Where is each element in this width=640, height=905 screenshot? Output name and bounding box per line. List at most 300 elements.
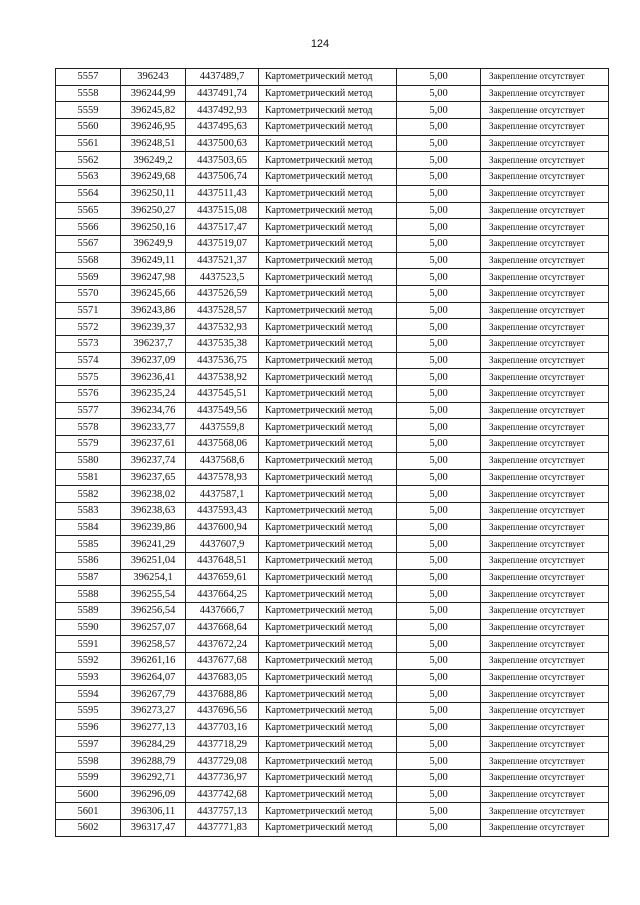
- fixing-description-cell: Закрепление отсутствует: [481, 135, 609, 152]
- table-row: [56, 736, 609, 753]
- y-coordinate-cell: 4437517,47: [186, 219, 259, 236]
- x-coordinate-cell: 396292,71: [121, 769, 186, 786]
- table-row: [56, 85, 609, 102]
- table-row: [56, 619, 609, 636]
- fixing-description-cell: Закрепление отсутствует: [481, 235, 609, 252]
- table-row: [56, 102, 609, 119]
- y-coordinate-cell: 4437757,13: [186, 803, 259, 820]
- table-row: [56, 319, 609, 336]
- y-coordinate-cell: 4437515,08: [186, 202, 259, 219]
- table-row: [56, 302, 609, 319]
- x-coordinate-cell: 396306,11: [121, 803, 186, 820]
- y-coordinate-cell: 4437587,1: [186, 486, 259, 503]
- method-cell: Картометрический метод: [259, 686, 397, 703]
- fixing-description-cell: Закрепление отсутствует: [481, 753, 609, 770]
- method-cell: Картометрический метод: [259, 436, 397, 453]
- point-number-cell: 5592: [56, 653, 121, 670]
- accuracy-cell: 5,00: [397, 419, 481, 436]
- coordinates-table-body: [56, 69, 609, 837]
- method-cell: Картометрический метод: [259, 202, 397, 219]
- x-coordinate-cell: 396239,37: [121, 319, 186, 336]
- fixing-description-cell: Закрепление отсутствует: [481, 703, 609, 720]
- x-coordinate-cell: 396296,09: [121, 786, 186, 803]
- fixing-description-cell: Закрепление отсутствует: [481, 169, 609, 186]
- accuracy-cell: 5,00: [397, 519, 481, 536]
- x-coordinate-cell: 396284,29: [121, 736, 186, 753]
- x-coordinate-cell: 396261,16: [121, 653, 186, 670]
- fixing-description-cell: Закрепление отсутствует: [481, 552, 609, 569]
- point-number-cell: 5572: [56, 319, 121, 336]
- accuracy-cell: 5,00: [397, 152, 481, 169]
- y-coordinate-cell: 4437568,6: [186, 452, 259, 469]
- y-coordinate-cell: 4437672,24: [186, 636, 259, 653]
- point-number-cell: 5583: [56, 502, 121, 519]
- method-cell: Картометрический метод: [259, 235, 397, 252]
- accuracy-cell: 5,00: [397, 736, 481, 753]
- y-coordinate-cell: 4437688,86: [186, 686, 259, 703]
- method-cell: Картометрический метод: [259, 669, 397, 686]
- method-cell: Картометрический метод: [259, 536, 397, 553]
- y-coordinate-cell: 4437549,56: [186, 402, 259, 419]
- y-coordinate-cell: 4437607,9: [186, 536, 259, 553]
- point-number-cell: 5560: [56, 119, 121, 136]
- table-row: [56, 753, 609, 770]
- fixing-description-cell: Закрепление отсутствует: [481, 436, 609, 453]
- point-number-cell: 5568: [56, 252, 121, 269]
- x-coordinate-cell: 396317,47: [121, 819, 186, 836]
- point-number-cell: 5567: [56, 235, 121, 252]
- accuracy-cell: 5,00: [397, 469, 481, 486]
- y-coordinate-cell: 4437526,59: [186, 285, 259, 302]
- fixing-description-cell: Закрепление отсутствует: [481, 819, 609, 836]
- y-coordinate-cell: 4437771,83: [186, 819, 259, 836]
- x-coordinate-cell: 396250,27: [121, 202, 186, 219]
- fixing-description-cell: Закрепление отсутствует: [481, 252, 609, 269]
- x-coordinate-cell: 396250,11: [121, 185, 186, 202]
- y-coordinate-cell: 4437495,63: [186, 119, 259, 136]
- table-row: [56, 235, 609, 252]
- accuracy-cell: 5,00: [397, 85, 481, 102]
- fixing-description-cell: Закрепление отсутствует: [481, 769, 609, 786]
- method-cell: Картометрический метод: [259, 486, 397, 503]
- accuracy-cell: 5,00: [397, 619, 481, 636]
- table-row: [56, 603, 609, 620]
- x-coordinate-cell: 396233,77: [121, 419, 186, 436]
- fixing-description-cell: Закрепление отсутствует: [481, 519, 609, 536]
- table-row: [56, 569, 609, 586]
- accuracy-cell: 5,00: [397, 69, 481, 86]
- method-cell: Картометрический метод: [259, 452, 397, 469]
- table-row: [56, 819, 609, 836]
- y-coordinate-cell: 4437648,51: [186, 552, 259, 569]
- point-number-cell: 5578: [56, 419, 121, 436]
- table-row: [56, 586, 609, 603]
- point-number-cell: 5566: [56, 219, 121, 236]
- accuracy-cell: 5,00: [397, 252, 481, 269]
- x-coordinate-cell: 396258,57: [121, 636, 186, 653]
- table-row: [56, 536, 609, 553]
- accuracy-cell: 5,00: [397, 219, 481, 236]
- table-row: [56, 502, 609, 519]
- accuracy-cell: 5,00: [397, 185, 481, 202]
- point-number-cell: 5596: [56, 719, 121, 736]
- method-cell: Картометрический метод: [259, 119, 397, 136]
- y-coordinate-cell: 4437503,65: [186, 152, 259, 169]
- point-number-cell: 5584: [56, 519, 121, 536]
- x-coordinate-cell: 396288,79: [121, 753, 186, 770]
- method-cell: Картометрический метод: [259, 803, 397, 820]
- method-cell: Картометрический метод: [259, 502, 397, 519]
- fixing-description-cell: Закрепление отсутствует: [481, 85, 609, 102]
- point-number-cell: 5563: [56, 169, 121, 186]
- y-coordinate-cell: 4437506,74: [186, 169, 259, 186]
- table-row: [56, 436, 609, 453]
- accuracy-cell: 5,00: [397, 319, 481, 336]
- table-row: [56, 686, 609, 703]
- fixing-description-cell: Закрепление отсутствует: [481, 269, 609, 286]
- x-coordinate-cell: 396236,41: [121, 369, 186, 386]
- y-coordinate-cell: 4437491,74: [186, 85, 259, 102]
- table-row: [56, 269, 609, 286]
- y-coordinate-cell: 4437532,93: [186, 319, 259, 336]
- accuracy-cell: 5,00: [397, 452, 481, 469]
- accuracy-cell: 5,00: [397, 552, 481, 569]
- fixing-description-cell: Закрепление отсутствует: [481, 469, 609, 486]
- fixing-description-cell: Закрепление отсутствует: [481, 352, 609, 369]
- fixing-description-cell: Закрепление отсутствует: [481, 803, 609, 820]
- point-number-cell: 5573: [56, 336, 121, 353]
- y-coordinate-cell: 4437718,29: [186, 736, 259, 753]
- method-cell: Картометрический метод: [259, 469, 397, 486]
- method-cell: Картометрический метод: [259, 519, 397, 536]
- fixing-description-cell: Закрепление отсутствует: [481, 419, 609, 436]
- y-coordinate-cell: 4437521,37: [186, 252, 259, 269]
- point-number-cell: 5564: [56, 185, 121, 202]
- fixing-description-cell: Закрепление отсутствует: [481, 219, 609, 236]
- y-coordinate-cell: 4437664,25: [186, 586, 259, 603]
- method-cell: Картометрический метод: [259, 586, 397, 603]
- table-row: [56, 803, 609, 820]
- accuracy-cell: 5,00: [397, 769, 481, 786]
- x-coordinate-cell: 396248,51: [121, 135, 186, 152]
- x-coordinate-cell: 396239,86: [121, 519, 186, 536]
- point-number-cell: 5588: [56, 586, 121, 603]
- accuracy-cell: 5,00: [397, 753, 481, 770]
- method-cell: Картометрический метод: [259, 302, 397, 319]
- y-coordinate-cell: 4437703,16: [186, 719, 259, 736]
- point-number-cell: 5575: [56, 369, 121, 386]
- accuracy-cell: 5,00: [397, 786, 481, 803]
- accuracy-cell: 5,00: [397, 803, 481, 820]
- point-number-cell: 5587: [56, 569, 121, 586]
- x-coordinate-cell: 396251,04: [121, 552, 186, 569]
- x-coordinate-cell: 396243: [121, 69, 186, 86]
- accuracy-cell: 5,00: [397, 102, 481, 119]
- accuracy-cell: 5,00: [397, 202, 481, 219]
- fixing-description-cell: Закрепление отсутствует: [481, 402, 609, 419]
- x-coordinate-cell: 396264,07: [121, 669, 186, 686]
- accuracy-cell: 5,00: [397, 369, 481, 386]
- table-row: [56, 152, 609, 169]
- x-coordinate-cell: 396277,13: [121, 719, 186, 736]
- accuracy-cell: 5,00: [397, 703, 481, 720]
- y-coordinate-cell: 4437511,43: [186, 185, 259, 202]
- point-number-cell: 5599: [56, 769, 121, 786]
- point-number-cell: 5577: [56, 402, 121, 419]
- point-number-cell: 5586: [56, 552, 121, 569]
- accuracy-cell: 5,00: [397, 819, 481, 836]
- point-number-cell: 5594: [56, 686, 121, 703]
- method-cell: Картометрический метод: [259, 135, 397, 152]
- coordinates-table: [55, 68, 609, 837]
- x-coordinate-cell: 396255,54: [121, 586, 186, 603]
- x-coordinate-cell: 396249,68: [121, 169, 186, 186]
- method-cell: Картометрический метод: [259, 102, 397, 119]
- accuracy-cell: 5,00: [397, 536, 481, 553]
- fixing-description-cell: Закрепление отсутствует: [481, 736, 609, 753]
- fixing-description-cell: Закрепление отсутствует: [481, 586, 609, 603]
- method-cell: Картометрический метод: [259, 386, 397, 403]
- accuracy-cell: 5,00: [397, 669, 481, 686]
- fixing-description-cell: Закрепление отсутствует: [481, 369, 609, 386]
- fixing-description-cell: Закрепление отсутствует: [481, 786, 609, 803]
- x-coordinate-cell: 396243,86: [121, 302, 186, 319]
- point-number-cell: 5589: [56, 603, 121, 620]
- table-row: [56, 452, 609, 469]
- table-row: [56, 169, 609, 186]
- point-number-cell: 5576: [56, 386, 121, 403]
- fixing-description-cell: Закрепление отсутствует: [481, 636, 609, 653]
- method-cell: Картометрический метод: [259, 402, 397, 419]
- fixing-description-cell: Закрепление отсутствует: [481, 619, 609, 636]
- table-row: [56, 419, 609, 436]
- x-coordinate-cell: 396249,9: [121, 235, 186, 252]
- accuracy-cell: 5,00: [397, 285, 481, 302]
- x-coordinate-cell: 396234,76: [121, 402, 186, 419]
- table-row: [56, 252, 609, 269]
- x-coordinate-cell: 396237,65: [121, 469, 186, 486]
- method-cell: Картометрический метод: [259, 736, 397, 753]
- table-row: [56, 386, 609, 403]
- point-number-cell: 5570: [56, 285, 121, 302]
- method-cell: Картометрический метод: [259, 85, 397, 102]
- x-coordinate-cell: 396245,66: [121, 285, 186, 302]
- accuracy-cell: 5,00: [397, 636, 481, 653]
- point-number-cell: 5602: [56, 819, 121, 836]
- y-coordinate-cell: 4437729,08: [186, 753, 259, 770]
- point-number-cell: 5590: [56, 619, 121, 636]
- table-row: [56, 285, 609, 302]
- fixing-description-cell: Закрепление отсутствует: [481, 102, 609, 119]
- table-row: [56, 486, 609, 503]
- fixing-description-cell: Закрепление отсутствует: [481, 653, 609, 670]
- method-cell: Картометрический метод: [259, 569, 397, 586]
- y-coordinate-cell: 4437696,56: [186, 703, 259, 720]
- fixing-description-cell: Закрепление отсутствует: [481, 569, 609, 586]
- x-coordinate-cell: 396237,7: [121, 336, 186, 353]
- x-coordinate-cell: 396237,61: [121, 436, 186, 453]
- fixing-description-cell: Закрепление отсутствует: [481, 719, 609, 736]
- y-coordinate-cell: 4437736,97: [186, 769, 259, 786]
- fixing-description-cell: Закрепление отсутствует: [481, 302, 609, 319]
- y-coordinate-cell: 4437593,43: [186, 502, 259, 519]
- x-coordinate-cell: 396237,74: [121, 452, 186, 469]
- accuracy-cell: 5,00: [397, 653, 481, 670]
- y-coordinate-cell: 4437742,68: [186, 786, 259, 803]
- accuracy-cell: 5,00: [397, 719, 481, 736]
- fixing-description-cell: Закрепление отсутствует: [481, 285, 609, 302]
- table-row: [56, 519, 609, 536]
- fixing-description-cell: Закрепление отсутствует: [481, 152, 609, 169]
- point-number-cell: 5579: [56, 436, 121, 453]
- y-coordinate-cell: 4437677,68: [186, 653, 259, 670]
- point-number-cell: 5598: [56, 753, 121, 770]
- x-coordinate-cell: 396241,29: [121, 536, 186, 553]
- point-number-cell: 5585: [56, 536, 121, 553]
- x-coordinate-cell: 396244,99: [121, 85, 186, 102]
- accuracy-cell: 5,00: [397, 352, 481, 369]
- y-coordinate-cell: 4437683,05: [186, 669, 259, 686]
- point-number-cell: 5591: [56, 636, 121, 653]
- method-cell: Картометрический метод: [259, 69, 397, 86]
- y-coordinate-cell: 4437578,93: [186, 469, 259, 486]
- method-cell: Картометрический метод: [259, 619, 397, 636]
- method-cell: Картометрический метод: [259, 152, 397, 169]
- table-row: [56, 769, 609, 786]
- fixing-description-cell: Закрепление отсутствует: [481, 603, 609, 620]
- table-row: [56, 786, 609, 803]
- fixing-description-cell: Закрепление отсутствует: [481, 336, 609, 353]
- method-cell: Картометрический метод: [259, 285, 397, 302]
- fixing-description-cell: Закрепление отсутствует: [481, 386, 609, 403]
- x-coordinate-cell: 396238,63: [121, 502, 186, 519]
- y-coordinate-cell: 4437489,7: [186, 69, 259, 86]
- y-coordinate-cell: 4437528,57: [186, 302, 259, 319]
- x-coordinate-cell: 396235,24: [121, 386, 186, 403]
- point-number-cell: 5595: [56, 703, 121, 720]
- y-coordinate-cell: 4437500,63: [186, 135, 259, 152]
- y-coordinate-cell: 4437568,06: [186, 436, 259, 453]
- y-coordinate-cell: 4437668,64: [186, 619, 259, 636]
- table-row: [56, 636, 609, 653]
- point-number-cell: 5597: [56, 736, 121, 753]
- point-number-cell: 5582: [56, 486, 121, 503]
- point-number-cell: 5601: [56, 803, 121, 820]
- method-cell: Картометрический метод: [259, 552, 397, 569]
- point-number-cell: 5558: [56, 85, 121, 102]
- accuracy-cell: 5,00: [397, 135, 481, 152]
- y-coordinate-cell: 4437535,38: [186, 336, 259, 353]
- fixing-description-cell: Закрепление отсутствует: [481, 686, 609, 703]
- method-cell: Картометрический метод: [259, 185, 397, 202]
- method-cell: Картометрический метод: [259, 769, 397, 786]
- fixing-description-cell: Закрепление отсутствует: [481, 536, 609, 553]
- page-number: 124: [310, 38, 330, 50]
- accuracy-cell: 5,00: [397, 603, 481, 620]
- method-cell: Картометрический метод: [259, 269, 397, 286]
- method-cell: Картометрический метод: [259, 603, 397, 620]
- x-coordinate-cell: 396246,95: [121, 119, 186, 136]
- x-coordinate-cell: 396249,11: [121, 252, 186, 269]
- accuracy-cell: 5,00: [397, 169, 481, 186]
- y-coordinate-cell: 4437519,07: [186, 235, 259, 252]
- table-row: [56, 552, 609, 569]
- fixing-description-cell: Закрепление отсутствует: [481, 452, 609, 469]
- fixing-description-cell: Закрепление отсутствует: [481, 669, 609, 686]
- x-coordinate-cell: 396267,79: [121, 686, 186, 703]
- point-number-cell: 5580: [56, 452, 121, 469]
- x-coordinate-cell: 396257,07: [121, 619, 186, 636]
- table-row: [56, 469, 609, 486]
- method-cell: Картометрический метод: [259, 219, 397, 236]
- point-number-cell: 5593: [56, 669, 121, 686]
- fixing-description-cell: Закрепление отсутствует: [481, 69, 609, 86]
- method-cell: Картометрический метод: [259, 169, 397, 186]
- point-number-cell: 5565: [56, 202, 121, 219]
- table-row: [56, 402, 609, 419]
- x-coordinate-cell: 396245,82: [121, 102, 186, 119]
- accuracy-cell: 5,00: [397, 119, 481, 136]
- method-cell: Картометрический метод: [259, 703, 397, 720]
- accuracy-cell: 5,00: [397, 336, 481, 353]
- point-number-cell: 5557: [56, 69, 121, 86]
- fixing-description-cell: Закрепление отсутствует: [481, 119, 609, 136]
- x-coordinate-cell: 396247,98: [121, 269, 186, 286]
- point-number-cell: 5562: [56, 152, 121, 169]
- y-coordinate-cell: 4437523,5: [186, 269, 259, 286]
- y-coordinate-cell: 4437666,7: [186, 603, 259, 620]
- y-coordinate-cell: 4437545,51: [186, 386, 259, 403]
- x-coordinate-cell: 396238,02: [121, 486, 186, 503]
- accuracy-cell: 5,00: [397, 386, 481, 403]
- fixing-description-cell: Закрепление отсутствует: [481, 502, 609, 519]
- x-coordinate-cell: 396250,16: [121, 219, 186, 236]
- accuracy-cell: 5,00: [397, 302, 481, 319]
- point-number-cell: 5581: [56, 469, 121, 486]
- table-row: [56, 703, 609, 720]
- y-coordinate-cell: 4437659,61: [186, 569, 259, 586]
- method-cell: Картометрический метод: [259, 352, 397, 369]
- table-row: [56, 69, 609, 86]
- table-row: [56, 219, 609, 236]
- method-cell: Картометрический метод: [259, 786, 397, 803]
- y-coordinate-cell: 4437538,92: [186, 369, 259, 386]
- fixing-description-cell: Закрепление отсутствует: [481, 202, 609, 219]
- accuracy-cell: 5,00: [397, 686, 481, 703]
- table-row: [56, 719, 609, 736]
- method-cell: Картометрический метод: [259, 336, 397, 353]
- method-cell: Картометрический метод: [259, 719, 397, 736]
- accuracy-cell: 5,00: [397, 269, 481, 286]
- table-row: [56, 202, 609, 219]
- point-number-cell: 5561: [56, 135, 121, 152]
- fixing-description-cell: Закрепление отсутствует: [481, 319, 609, 336]
- table-row: [56, 336, 609, 353]
- accuracy-cell: 5,00: [397, 436, 481, 453]
- x-coordinate-cell: 396256,54: [121, 603, 186, 620]
- method-cell: Картометрический метод: [259, 636, 397, 653]
- accuracy-cell: 5,00: [397, 235, 481, 252]
- accuracy-cell: 5,00: [397, 402, 481, 419]
- point-number-cell: 5600: [56, 786, 121, 803]
- table-row: [56, 119, 609, 136]
- method-cell: Картометрический метод: [259, 819, 397, 836]
- accuracy-cell: 5,00: [397, 502, 481, 519]
- accuracy-cell: 5,00: [397, 486, 481, 503]
- method-cell: Картометрический метод: [259, 252, 397, 269]
- y-coordinate-cell: 4437600,94: [186, 519, 259, 536]
- method-cell: Картометрический метод: [259, 319, 397, 336]
